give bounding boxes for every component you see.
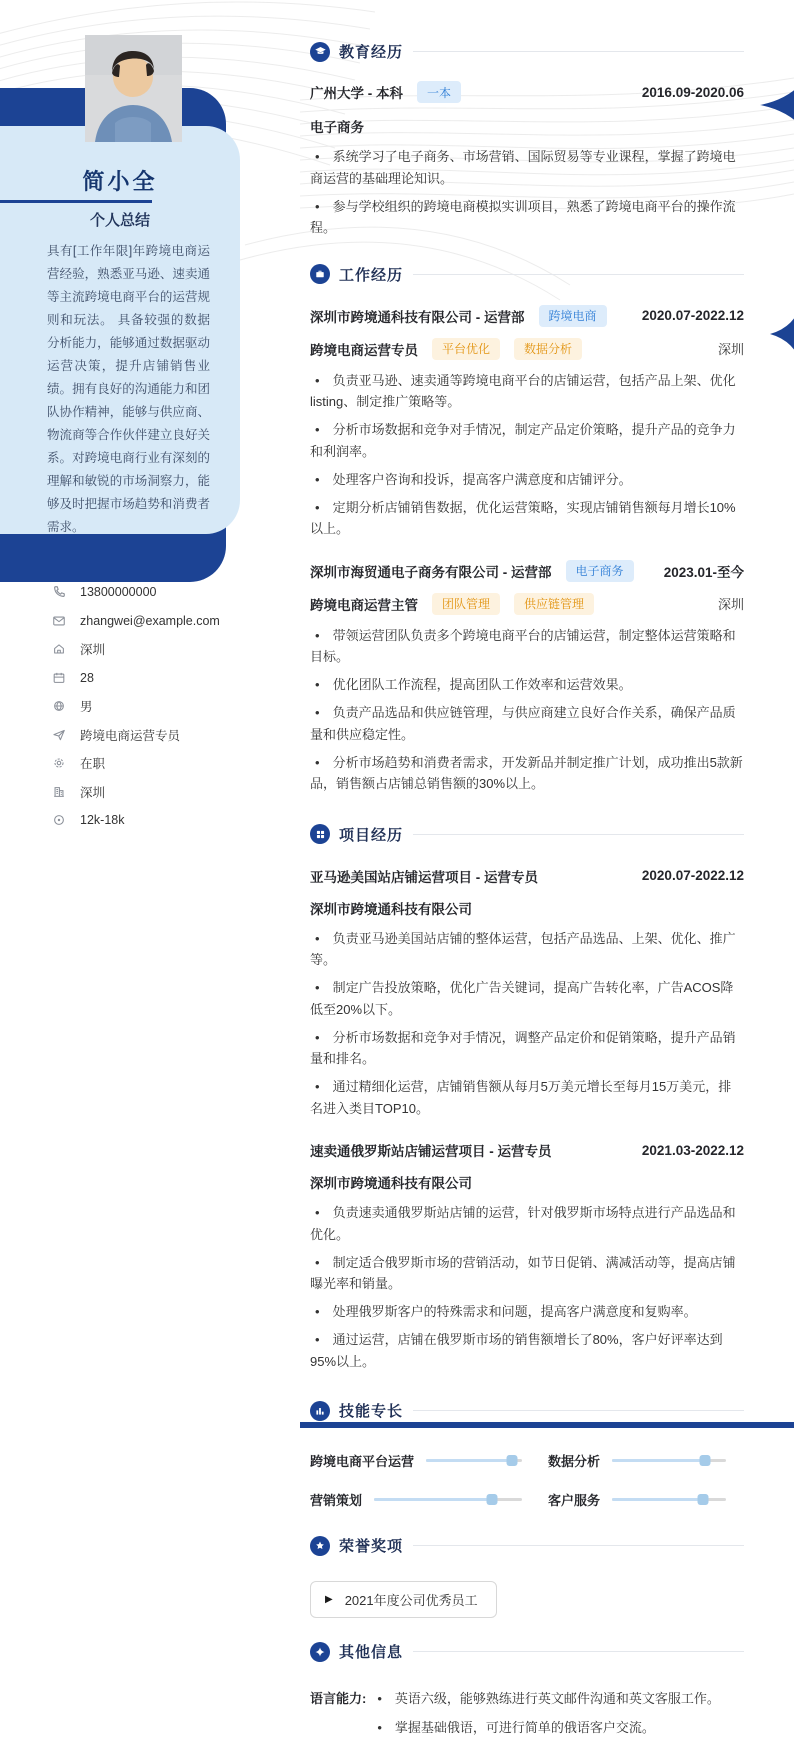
bullet-item: • 分析市场数据和竞争对手情况，调整产品定价和促销策略，提升产品销量和排名。 <box>310 1027 744 1070</box>
skill-slider-handle[interactable] <box>700 1455 711 1466</box>
work-location: 深圳 <box>717 597 744 612</box>
main-column <box>310 0 744 1745</box>
bullet-item: • 掌握基础俄语，可进行简单的俄语客户交流。 <box>372 1717 720 1739</box>
contact-row <box>52 698 220 714</box>
home-icon <box>52 642 67 657</box>
work-date: 2020.07-2022.12 <box>641 308 744 323</box>
section-divider <box>413 1651 744 1652</box>
bullet-item: • 负责速卖通俄罗斯站店铺的运营，针对俄罗斯市场特点进行产品选品和优化。 <box>310 1202 744 1245</box>
work-role-row <box>310 338 744 360</box>
contact-row <box>52 727 220 743</box>
role-name: 跨境电商运营专员 <box>310 342 418 358</box>
bullet-dot: • <box>315 677 320 692</box>
grid-icon <box>310 824 330 844</box>
skill-label: 跨境电商平台运营 <box>310 1454 415 1469</box>
bullet-dot: • <box>377 1719 382 1735</box>
company-tag: 跨境电商 <box>539 305 607 327</box>
bullet-dot: • <box>315 930 320 946</box>
contact-list <box>52 584 220 841</box>
section-header-other <box>310 1641 744 1662</box>
contact-value: 12k-18k <box>80 813 125 827</box>
bullet-dot: • <box>315 627 320 643</box>
project-date: 2020.07-2022.12 <box>641 868 744 883</box>
work-role-row <box>310 593 744 615</box>
section-header-skills <box>310 1400 744 1421</box>
bullet-dot: • <box>315 980 320 995</box>
bullet-dot: • <box>315 705 320 720</box>
bullet-dot: • <box>315 754 320 770</box>
profile-photo <box>85 35 182 142</box>
skill-row <box>310 1451 522 1470</box>
school-tag: 一本 <box>417 81 461 103</box>
skill-slider-handle[interactable] <box>507 1455 518 1466</box>
bullet-item: • 优化团队工作流程，提高团队工作效率和运营效果。 <box>310 674 744 696</box>
bullet-dot: • <box>315 422 320 437</box>
language-label: 语言能力: <box>310 1691 367 1706</box>
section-divider <box>413 1410 744 1411</box>
honor-label: 2021年度公司优秀员工 <box>344 1593 478 1608</box>
project-company: 深圳市跨境通科技有限公司 <box>310 901 472 917</box>
work-entries <box>310 305 744 795</box>
skill-label: 营销策划 <box>310 1493 363 1508</box>
work-bullets <box>310 625 744 795</box>
summary-text: 具有[工作年限]年跨境电商运营经验，熟悉亚马逊、速卖通等主流跨境电商平台的运营规则和玩法。 具备较强的数据分析能力，能够通过数据驱动运营决策，提升店铺销售业绩。拥有良好的沟通能力和团队协作精神，能够与供应商、物流商等合作伙伴建立良好关系。对跨境电商行业有深刻的理解和敏锐的市场洞察力，能够及时把握市场趋势和消费者需求。 <box>47 244 210 534</box>
role-tag: 供应链管理 <box>514 593 594 615</box>
section-title: 工作经历 <box>339 266 404 284</box>
skill-slider-fill <box>612 1459 705 1462</box>
candidate-name: 简小全 <box>82 169 158 194</box>
bullet-dot: • <box>315 372 320 388</box>
plane-icon <box>52 727 67 742</box>
project-company: 深圳市跨境通科技有限公司 <box>310 1176 472 1191</box>
project-entry-header <box>310 1140 744 1160</box>
skill-row <box>310 1490 522 1509</box>
bullet-item: • 处理俄罗斯客户的特殊需求和问题，提高客户满意度和复购率。 <box>310 1301 744 1323</box>
building-icon <box>52 784 67 799</box>
skill-slider-handle[interactable] <box>698 1494 709 1505</box>
work-entry <box>310 560 744 795</box>
language-ability-row <box>310 1688 744 1745</box>
bullet-item: • 分析市场数据和竞争对手情况，制定产品定价策略，提升产品的竞争力和利润率。 <box>310 419 744 462</box>
skill-label: 数据分析 <box>548 1454 601 1469</box>
project-entry <box>310 1140 744 1372</box>
bullet-item: • 处理客户咨询和投诉，提高客户满意度和店铺评分。 <box>310 469 744 491</box>
language-bullets <box>372 1688 720 1745</box>
section-header-work <box>310 264 744 285</box>
skill-slider-fill <box>374 1498 492 1501</box>
project-bullets <box>310 1202 744 1372</box>
section-title: 项目经历 <box>339 826 404 844</box>
work-entry <box>310 305 744 540</box>
bullet-item: • 分析市场趋势和消费者需求，开发新品并制定推广计划，成功推出5款新品，销售额占店铺总销售额的30%以上。 <box>310 752 744 795</box>
role-tag: 团队管理 <box>432 593 500 615</box>
contact-row <box>52 670 220 686</box>
skill-row <box>548 1451 726 1470</box>
company-tag: 电子商务 <box>566 560 634 582</box>
contact-row <box>52 584 220 600</box>
contact-value: 跨境电商运营专员 <box>80 728 181 743</box>
project-date: 2021.03-2022.12 <box>641 1142 744 1158</box>
skill-slider-fill <box>426 1459 512 1462</box>
education-date: 2016.09-2020.06 <box>641 84 744 100</box>
bullet-item: • 负责亚马逊、速卖通等跨境电商平台的店铺运营，包括产品上架、优化listing、制定推广策略等。 <box>310 370 744 413</box>
major-name: 电子商务 <box>310 120 364 135</box>
skills-grid <box>310 1451 744 1509</box>
contact-value: 13800000000 <box>80 585 157 599</box>
work-entry-header <box>310 305 744 327</box>
contact-row <box>52 812 220 828</box>
contact-row <box>52 613 220 629</box>
section-divider <box>413 1545 744 1546</box>
role-tag: 平台优化 <box>432 338 500 360</box>
star-badge-icon <box>310 1642 330 1662</box>
calendar-icon <box>52 670 67 685</box>
contact-row <box>52 641 220 657</box>
section-header-education <box>310 41 744 62</box>
bullet-dot: • <box>315 1254 320 1270</box>
bullet-item: • 负责亚马逊美国站店铺的整体运营，包括产品选品、上架、优化、推广等。 <box>310 928 744 971</box>
graduation-cap-icon <box>310 42 330 62</box>
bar-chart-icon <box>310 1401 330 1421</box>
bullet-dot: • <box>315 149 320 164</box>
bullet-item: • 参与学校组织的跨境电商模拟实训项目，熟悉了跨境电商平台的操作流程。 <box>310 196 744 239</box>
work-date: 2023.01-至今 <box>663 564 744 580</box>
bullet-item: • 通过精细化运营，店铺销售额从每月5万美元增长至每月15万美元，排名进入类目TOP10。 <box>310 1076 744 1119</box>
project-name: 速卖通俄罗斯站店铺运营项目 - 运营专员 <box>310 1144 552 1159</box>
briefcase-icon <box>310 264 330 284</box>
bullet-item: • 负责产品选品和供应链管理，与供应商建立良好合作关系，确保产品质量和供应稳定性。 <box>310 702 744 745</box>
bullet-item: • 带领运营团队负责多个跨境电商平台的店铺运营，制定整体运营策略和目标。 <box>310 625 744 668</box>
bullet-item: • 制定广告投放策略，优化广告关键词，提高广告转化率，广告ACOS降低至20%以下。 <box>310 977 744 1020</box>
skill-slider-fill <box>612 1498 703 1501</box>
bullet-item: • 系统学习了电子商务、市场营销、国际贸易等专业课程，掌握了跨境电商运营的基础理论知识。 <box>310 146 744 189</box>
project-entry <box>310 866 744 1120</box>
medal-icon <box>310 1536 330 1556</box>
section-header-honors <box>310 1535 744 1556</box>
contact-value: 男 <box>80 700 93 714</box>
work-location: 深圳 <box>717 342 744 357</box>
section-divider <box>413 274 744 275</box>
contact-value: 28 <box>80 670 94 685</box>
bullet-dot: • <box>315 1029 320 1045</box>
contact-row <box>52 784 220 800</box>
contact-row <box>52 755 220 771</box>
project-entry-header <box>310 866 744 886</box>
section-divider <box>413 51 744 52</box>
bullet-item: • 通过运营，店铺在俄罗斯市场的销售额增长了80%，客户好评率达到95%以上。 <box>310 1329 744 1372</box>
contact-value: 深圳 <box>80 785 106 800</box>
play-triangle-icon: ▶ <box>325 1593 333 1605</box>
section-divider <box>413 834 744 835</box>
school-name: 广州大学 - 本科 <box>310 86 403 101</box>
project-name: 亚马逊美国站店铺运营项目 - 运营专员 <box>310 869 538 885</box>
section-title: 教育经历 <box>339 44 404 61</box>
honor-item[interactable] <box>310 1581 497 1618</box>
bullet-dot: • <box>315 1205 320 1220</box>
skill-slider[interactable] <box>612 1459 726 1462</box>
bullet-dot: • <box>315 471 320 487</box>
skill-slider-handle[interactable] <box>487 1494 498 1505</box>
company-name: 深圳市海贸通电子商务有限公司 - 运营部 <box>310 564 552 580</box>
summary-title: 个人总结 <box>89 212 150 229</box>
bullet-dot: • <box>315 1079 320 1094</box>
company-name: 深圳市跨境通科技有限公司 - 运营部 <box>310 309 525 325</box>
project-bullets <box>310 928 744 1120</box>
bullet-dot: • <box>315 499 320 515</box>
skill-slider[interactable] <box>426 1459 522 1462</box>
skill-row <box>548 1490 726 1509</box>
bullet-dot: • <box>315 1332 320 1347</box>
bullet-item: • 定期分析店铺销售数据，优化运营策略，实现店铺销售额每月增长10%以上。 <box>310 497 744 540</box>
contact-value: zhangwei@example.com <box>80 613 220 628</box>
target-icon <box>52 813 67 828</box>
skill-label: 客户服务 <box>548 1493 601 1508</box>
contact-value: 深圳 <box>80 643 106 657</box>
bullet-dot: • <box>315 1304 320 1319</box>
education-entry-header <box>310 81 744 103</box>
section-header-projects <box>310 824 744 845</box>
contact-value: 在职 <box>80 757 106 771</box>
education-bullets <box>310 146 744 239</box>
work-entry-header <box>310 560 744 582</box>
work-bullets <box>310 370 744 540</box>
role-tag: 数据分析 <box>514 338 582 360</box>
gender-icon <box>52 699 67 714</box>
bullet-dot: • <box>377 1691 382 1706</box>
phone-icon <box>52 585 67 600</box>
skill-slider[interactable] <box>374 1498 522 1501</box>
section-title: 荣誉奖项 <box>339 1538 404 1555</box>
skill-slider[interactable] <box>612 1498 726 1501</box>
role-name: 跨境电商运营主管 <box>310 597 418 613</box>
section-title: 其他信息 <box>339 1644 404 1661</box>
gear-icon <box>52 756 67 771</box>
bullet-dot: • <box>315 198 320 214</box>
project-entries <box>310 866 744 1373</box>
mail-icon <box>52 613 67 628</box>
name-underline <box>0 200 152 203</box>
bullet-item: • 制定适合俄罗斯市场的营销活动，如节日促销、满减活动等，提高店铺曝光率和销量。 <box>310 1252 744 1295</box>
bullet-item: • 英语六级，能够熟练进行英文邮件沟通和英文客服工作。 <box>372 1688 720 1710</box>
section-title: 技能专长 <box>339 1403 404 1420</box>
